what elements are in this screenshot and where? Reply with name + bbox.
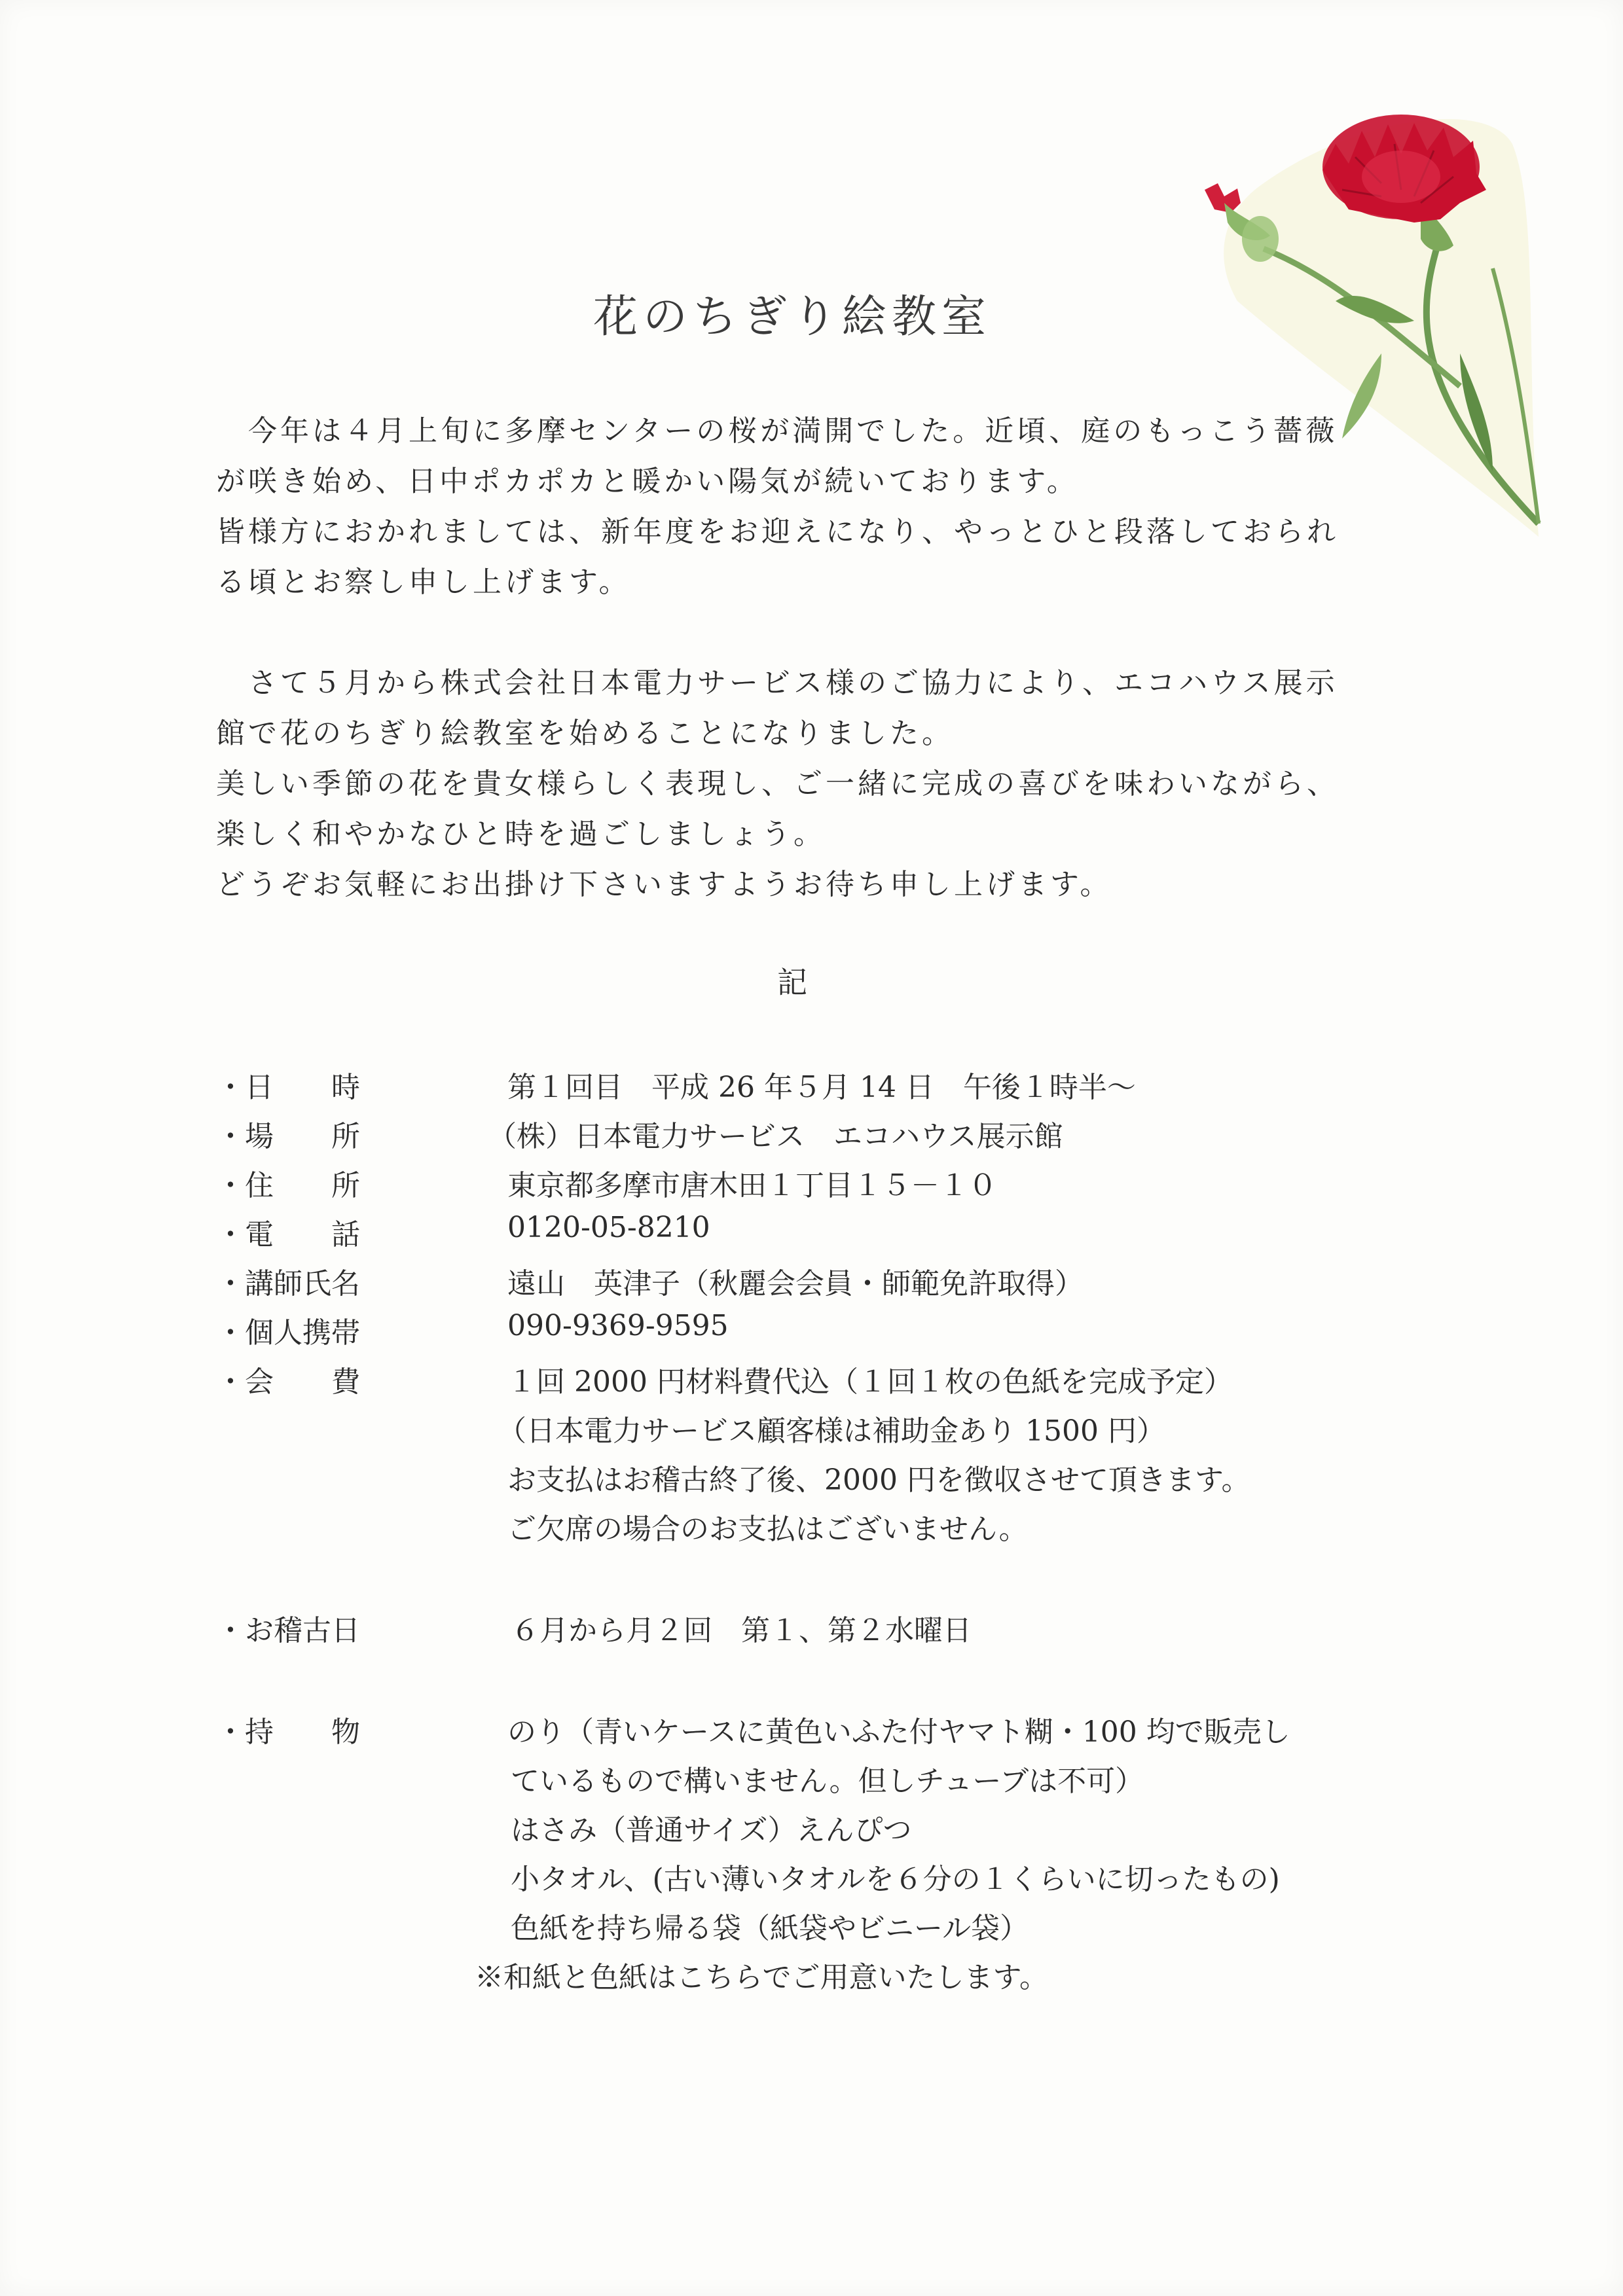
body-line: どうぞお気軽にお出掛け下さいますようお待ち申し上げます。 — [216, 868, 1112, 901]
detail-label: ・講師氏名 — [216, 1267, 360, 1300]
detail-value: １回 2000 円材料費代込（１回１枚の色紙を完成予定） — [507, 1365, 1233, 1399]
body-paragraph — [216, 658, 1395, 910]
detail-label: ・会 費 — [216, 1365, 360, 1399]
detail-label: ・住 所 — [216, 1169, 360, 1202]
detail-value: 090-9369-9595 — [507, 1309, 729, 1342]
fee-note: （日本電力サービス顧客様は補助金あり 1500 円） — [498, 1414, 1165, 1448]
items-line: 色紙を持ち帰る袋（紙袋やビニール袋） — [511, 1912, 1029, 1945]
items-line: 小タオル、(古い薄いタオルを６分の１くらいに切ったもの) — [511, 1863, 1280, 1896]
detail-label: ・日 時 — [216, 1071, 360, 1104]
fee-note: お支払はお稽古終了後、2000 円を徴収させて頂きます。 — [507, 1463, 1250, 1497]
detail-label: ・個人携帯 — [216, 1316, 360, 1350]
detail-label: ・お稽古日 — [216, 1614, 360, 1647]
detail-value: ６月から月２回 第１、第２水曜日 — [511, 1614, 972, 1647]
items-line: はさみ（普通サイズ）えんぴつ — [511, 1814, 912, 1847]
body-line: さて５月から株式会社日本電力サービス様のご協力により、エコハウス展示 — [216, 666, 1338, 700]
items-note: ※和紙と色紙はこちらでご用意いたします。 — [475, 1961, 1049, 1994]
intro-line: 今年は４月上旬に多摩センターの桜が満開でした。近頃、庭のもっこう薔薇 — [216, 414, 1338, 448]
detail-value: 0120-05-8210 — [507, 1211, 710, 1244]
detail-label: ・電 話 — [216, 1218, 360, 1251]
intro-line: る頃とお察し申し上げます。 — [216, 565, 631, 599]
ki-heading: 記 — [777, 965, 807, 1000]
intro-line: が咲き始め、日中ポカポカと暖かい陽気が続いております。 — [216, 465, 1079, 498]
body-line: 楽しく和やかなひと時を過ごしましょう。 — [216, 817, 826, 851]
body-line: 館で花のちぎり絵教室を始めることになりました。 — [216, 717, 954, 750]
detail-value: のり（青いケースに黄色いふた付ヤマト糊・100 均で販売し — [507, 1715, 1290, 1749]
detail-label: ・場 所 — [216, 1120, 360, 1153]
detail-value: 東京都多摩市唐木田１丁目１５－１０ — [507, 1169, 997, 1202]
body-line: 美しい季節の花を貴女様らしく表現し、ご一緒に完成の喜びを味わいながら、 — [216, 767, 1339, 800]
page-title: 花のちぎり絵教室 — [593, 291, 991, 343]
intro-line: 皆様方におかれましては、新年度をお迎えになり、やっとひと段落しておられ — [216, 515, 1339, 548]
fee-note: ご欠席の場合のお支払はございません。 — [507, 1513, 1028, 1546]
items-line: ているもので構いません。但しチューブは不可） — [511, 1765, 1144, 1798]
detail-value: （株）日本電力サービス エコハウス展示館 — [488, 1120, 1063, 1153]
intro-paragraph — [216, 406, 1395, 607]
detail-label: ・持 物 — [216, 1715, 360, 1749]
detail-value: 第１回目 平成 26 年５月 14 日 午後１時半～ — [507, 1071, 1136, 1104]
detail-value: 遠山 英津子（秋麗会会員・師範免許取得） — [507, 1267, 1084, 1300]
